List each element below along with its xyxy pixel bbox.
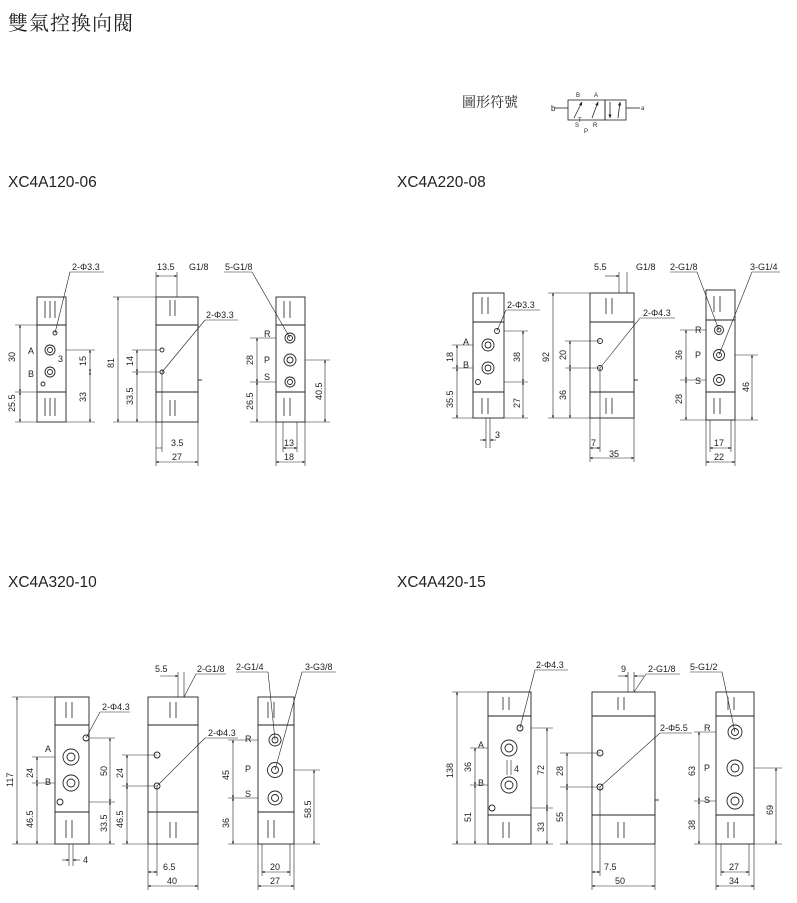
m4-front-view [488, 692, 531, 844]
model-title-2: XC4A220-08 [397, 174, 486, 191]
m4-top-offset: 9 [621, 664, 627, 674]
m3-port-dims [228, 672, 336, 890]
m3-dim-33-5: 33.5 [99, 814, 109, 832]
m1-top-offset: 13.5 [157, 262, 175, 272]
m3-hole-label: 2-Φ4.3 [102, 702, 130, 712]
m4-side-labels [555, 664, 688, 886]
m4-dim-4: 4 [514, 764, 520, 774]
m4-dim-7-5: 7.5 [604, 862, 617, 872]
m2-front-view [473, 293, 504, 418]
m1-port-B: B [28, 369, 35, 379]
m1-dim-3-5: 3.5 [171, 438, 184, 448]
m4-dim-55: 55 [555, 811, 565, 822]
m3-dim-45: 45 [221, 769, 231, 780]
m3-side-view [148, 697, 198, 844]
m1-port-view [276, 297, 305, 422]
m1-dim-33-5: 33.5 [125, 387, 135, 405]
m4-dim-51: 51 [463, 811, 473, 822]
m4-dim-50: 50 [615, 876, 626, 886]
m4-hole2-label: 2-Φ5.5 [660, 723, 688, 733]
m1-dim-30: 30 [7, 351, 17, 362]
m2-dim-22: 22 [714, 452, 725, 462]
m2-dim-27: 27 [512, 397, 522, 408]
m4-front-labels [445, 660, 564, 832]
m4-port-labels [687, 662, 775, 886]
m3-dim-40: 40 [167, 876, 178, 886]
m1-port-S: S [264, 372, 271, 382]
m4-dim-28: 28 [555, 765, 565, 776]
m3-dim-117: 117 [5, 772, 15, 787]
symbol-label-S: S [575, 123, 580, 129]
m3-side-dims [122, 672, 238, 890]
m3-dim-36: 36 [221, 817, 231, 828]
m3-port-labels [221, 662, 333, 886]
m4-dim-33: 33 [536, 821, 546, 832]
model-title-3: XC4A320-10 [8, 574, 97, 591]
m3-dim-58-5: 58.5 [303, 800, 313, 818]
m3-side-port2: 3-G3/8 [305, 662, 333, 672]
m3-dim-27: 27 [270, 876, 281, 886]
m3-top-port: 2-G1/8 [197, 664, 225, 674]
m3-side-port: 2-G1/4 [236, 662, 264, 672]
m1-dim-3: 3 [58, 354, 64, 364]
m4-dim-38: 38 [687, 819, 697, 830]
m4-port-S: S [704, 795, 711, 805]
m4-port-view [716, 692, 754, 844]
model-4-drawing [445, 660, 782, 890]
m2-dim-35: 35 [609, 449, 620, 459]
symbol-labels [551, 93, 645, 135]
m1-dim-27: 27 [172, 452, 183, 462]
m1-port-P: P [264, 355, 271, 365]
symbol-label-T: T [578, 118, 582, 124]
m2-port-A: A [463, 337, 470, 347]
m4-hole-label: 2-Φ4.3 [536, 660, 564, 670]
model-title-1: XC4A120-06 [8, 174, 97, 191]
m4-port-dims [690, 672, 782, 890]
model-2-drawing [445, 262, 780, 466]
m3-top-offset: 5.5 [155, 664, 168, 674]
symbol-label-R: R [593, 123, 598, 129]
m1-dim-18: 18 [284, 452, 295, 462]
symbol-label-P: P [584, 129, 589, 135]
symbol-label-a: a [641, 106, 645, 112]
m3-port-S: S [245, 789, 252, 799]
m4-side-port: 5-G1/2 [690, 662, 718, 672]
m2-dim-38: 38 [512, 351, 522, 362]
m4-dim-72: 72 [536, 764, 546, 775]
m2-dim-17: 17 [714, 438, 725, 448]
m4-dim-138: 138 [445, 762, 455, 778]
m1-front-labels [7, 262, 100, 412]
m1-dim-13: 13 [284, 438, 295, 448]
m4-port-P: P [704, 763, 711, 773]
graphic-symbol [555, 100, 640, 120]
m4-side-view [592, 692, 659, 844]
m1-side-dims [113, 272, 238, 466]
m2-side-port: 2-G1/8 [670, 262, 698, 272]
m2-port-view [706, 290, 735, 420]
symbol-label-b: b [551, 104, 556, 113]
m2-dim-20: 20 [558, 349, 568, 360]
m2-hole2-label: 2-Φ4.3 [643, 308, 671, 318]
m2-port-P: P [695, 350, 702, 360]
m4-port-B: B [478, 778, 485, 788]
m3-dim-46-5b: 46.5 [115, 810, 125, 828]
m1-hole2-label: 2-Φ3.3 [206, 310, 234, 320]
m4-dim-63: 63 [687, 765, 697, 776]
m3-port-R: R [245, 734, 252, 744]
m2-port-S: S [695, 376, 702, 386]
m1-port-R: R [264, 329, 271, 339]
m1-dim-14: 14 [125, 355, 135, 366]
page-title: 雙氣控換向閥 [8, 11, 134, 35]
m3-dim-4: 4 [83, 855, 89, 865]
m3-dim-50: 50 [99, 765, 109, 776]
m2-dim-35-5: 35.5 [445, 390, 455, 408]
m3-port-B: B [45, 777, 52, 787]
m2-top-port: G1/8 [636, 262, 656, 272]
m2-dim-18: 18 [445, 351, 455, 362]
m2-side-port2: 3-G1/4 [750, 262, 778, 272]
model-3-drawing [5, 662, 336, 890]
m1-side-port: 5-G1/8 [225, 262, 253, 272]
m1-dim-33: 33 [78, 391, 88, 402]
m4-side-dims [560, 672, 692, 890]
m1-dim-81: 81 [106, 357, 116, 368]
m3-hole2-label: 2-Φ4.3 [208, 728, 236, 738]
m2-hole-label: 2-Φ3.3 [507, 300, 535, 310]
m2-top-offset: 5.5 [594, 262, 607, 272]
symbol-caption: 圖形符號 [462, 95, 518, 111]
m4-dim-36: 36 [463, 761, 473, 772]
m1-dim-26-5: 26.5 [245, 392, 255, 410]
m3-front-dims [12, 697, 130, 866]
m1-side-view [156, 297, 202, 422]
symbol-label-A: A [594, 93, 599, 99]
m4-dim-27: 27 [729, 862, 740, 872]
m2-side-view [590, 293, 638, 418]
m3-dim-24: 24 [25, 767, 35, 778]
m2-dim-28: 28 [674, 393, 684, 404]
m3-port-P: P [245, 764, 252, 774]
m2-dim-7: 7 [591, 438, 597, 448]
m4-top-port: 2-G1/8 [648, 664, 676, 674]
m2-port-R: R [695, 325, 702, 335]
m4-dim-69: 69 [765, 804, 775, 815]
m4-dim-34: 34 [729, 876, 740, 886]
m1-hole-label: 2-Φ3.3 [72, 262, 100, 272]
m1-dim-40-5: 40.5 [314, 382, 324, 400]
m2-dim-3: 3 [495, 430, 501, 440]
m1-side-labels [106, 262, 234, 462]
m2-dim-92: 92 [541, 351, 551, 362]
m3-dim-46-5: 46.5 [25, 810, 35, 828]
model-title-4: XC4A420-15 [397, 574, 486, 591]
m2-port-B: B [463, 360, 470, 370]
m1-top-port: G1/8 [189, 262, 209, 272]
m3-dim-20: 20 [270, 862, 281, 872]
m2-dim-36b: 36 [674, 349, 684, 360]
m2-dim-36: 36 [558, 389, 568, 400]
m2-side-dims [548, 272, 675, 462]
m1-port-labels [225, 262, 324, 462]
m1-port-dims [224, 272, 330, 466]
m1-dim-28: 28 [245, 354, 255, 365]
symbol-label-B: B [576, 93, 581, 99]
m1-dim-25-5: 25.5 [7, 394, 17, 412]
m2-port-dims [670, 272, 780, 466]
m1-port-A: A [28, 346, 35, 356]
m3-port-view [258, 697, 294, 844]
m3-dim-24b: 24 [115, 767, 125, 778]
m3-dim-6-5: 6.5 [163, 862, 176, 872]
m4-port-A: A [478, 740, 485, 750]
m3-port-A: A [45, 744, 52, 754]
model-1-drawing [7, 262, 330, 466]
m2-dim-46: 46 [741, 381, 751, 392]
m1-dim-15: 15 [78, 355, 88, 366]
m4-port-R: R [704, 723, 711, 733]
m2-front-dims [452, 310, 540, 448]
